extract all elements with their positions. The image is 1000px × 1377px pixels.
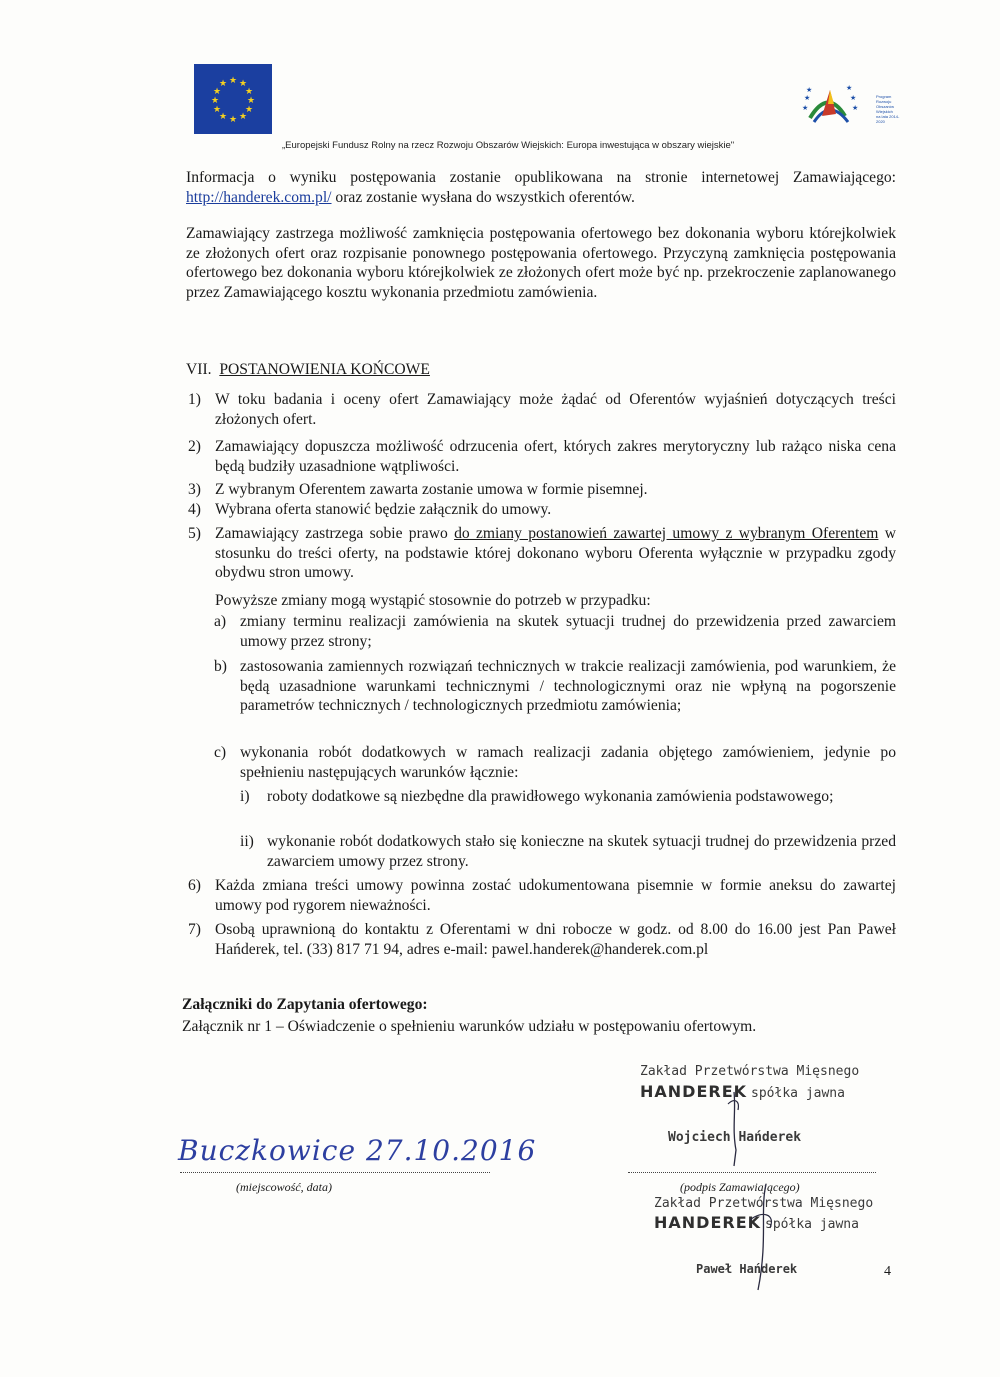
item-number-3: 3) (188, 481, 201, 498)
section-heading (186, 360, 430, 380)
item-text-b: zastosowania zamiennych rozwiązań technicznych w trakcie realizacji zamówienia, pod warunkiem, że będą uzasadnione warunkami technicznymi / technologicznymi oraz nie wpłyną na pogorszenie parametrów technicznych / technologicznych przedmiotu zamówienia; (240, 658, 896, 714)
svg-text:★: ★ (228, 115, 238, 125)
signature-stroke-2 (740, 1180, 790, 1300)
svg-text:★: ★ (804, 94, 811, 102)
svg-text:★: ★ (212, 87, 222, 97)
svg-text:★: ★ (244, 87, 254, 97)
item-text-2: Zamawiający dopuszcza możliwość odrzucenia ofert, których zakres merytoryczny lub rażąco niska cena będą budziły uzasadnione wątpliwości. (215, 438, 896, 475)
item-number-a: a) (214, 613, 227, 630)
prow-logo-text-2: Rozwoju (876, 99, 892, 104)
place-date-caption: (miejscowość, data) (236, 1180, 332, 1194)
item-5-subintro: Powyższe zmiany mogą wystąpić stosownie do potrzeb w przypadku: (215, 592, 651, 609)
website-link[interactable]: http://handerek.com.pl/ (186, 188, 332, 206)
prow-logo-text-4: Wiejskich (876, 109, 893, 114)
item-text-5 (215, 524, 896, 583)
attachment-item-1: Załącznik nr 1 – Oświadczenie o spełnieniu warunków udziału w postępowaniu ofertowym. (182, 1018, 757, 1035)
svg-text:★: ★ (846, 84, 853, 92)
item-text-i: roboty dodatkowe są niezbędne dla prawidłowego wykonania zamówienia podstawowego; (267, 788, 834, 805)
stamp2-brand: HANDEREK (654, 1213, 762, 1232)
svg-text:★: ★ (806, 86, 813, 94)
page-number: 4 (884, 1264, 891, 1279)
signature-line (628, 1172, 876, 1173)
item-text-ii: wykonanie robót dodatkowych stało się konieczne na skutek sytuacji trudnej do przewidzenia przed zawarciem umowy przez strony. (267, 833, 896, 870)
stamp2-name: Paweł Hańderek (696, 1262, 798, 1276)
intro-paragraph-1 (186, 168, 896, 207)
item-number-1: 1) (188, 391, 201, 408)
signature-stroke-1 (720, 1090, 750, 1170)
item-number-7: 7) (188, 921, 201, 938)
svg-text:★: ★ (218, 79, 228, 89)
prow-logo-text-3: Obszarów (876, 104, 895, 109)
item-5-text-b: w stosunku do treści oferty, na podstawie której dokonano wyboru Oferenta wyłącznie w przypadku zgody obydwu stron umowy. (215, 525, 896, 581)
item-5-text-a: Zamawiający zastrzega sobie prawo (215, 525, 455, 542)
item-number-ii: ii) (240, 833, 254, 850)
item-number-c: c) (214, 744, 227, 761)
intro-paragraph-2: Zamawiający zastrzega możliwość zamknięcia postępowania ofertowego bez dokonania wyboru którejkolwiek ze złożonych ofert oraz rozpisanie ponownego postępowania ofertowego. Przyczyną zamknięcia postępowania ofertowego bez dokonania wyboru którejkolwiek ze złożonych ofert może być np. przekroczenie zaplanowanego przez Zamawiającego kosztu wykonania przedmiotu zamówienia. (186, 225, 896, 301)
svg-text:★: ★ (850, 94, 857, 102)
item-number-5: 5) (188, 525, 201, 542)
stamp1-name: Wojciech Hańderek (668, 1130, 802, 1145)
svg-text:★: ★ (244, 105, 254, 115)
item-text-c: wykonania robót dodatkowych w ramach realizacji zadania objętego zamówieniem, jedynie po spełnieniu następujących warunków łącznie: (240, 744, 896, 781)
svg-text:★: ★ (852, 104, 859, 112)
handwritten-place-date: Buczkowice 27.10.2016 (178, 1134, 537, 1167)
eu-flag-logo (194, 64, 272, 134)
item-number-2: 2) (188, 438, 201, 455)
item-number-6: 6) (188, 877, 201, 894)
prow-logo-text-5: na lata 2014-2020 (876, 114, 900, 124)
prow-logo (800, 78, 900, 136)
place-date-line (180, 1172, 490, 1173)
item-text-a: zmiany terminu realizacji zamówienia na skutek sytuacji trudnej do przewidzenia przed zawarciem umowy przez strony; (240, 613, 896, 650)
svg-text:★: ★ (218, 112, 228, 122)
header-caption: „Europejski Fundusz Rolny na rzecz Rozwoju Obszarów Wiejskich: Europa inwestująca w obszary wiejskie" (282, 140, 735, 151)
svg-text:★: ★ (210, 96, 220, 106)
intro-text-b: oraz zostanie wysłana do wszystkich oferentów. (331, 188, 635, 206)
intro-text-a: Informacja o wyniku postępowania zostanie opublikowana na stronie internetowej Zamawiającego: (186, 169, 896, 186)
item-text-6: Każda zmiana treści umowy powinna zostać udokumentowana pisemnie w formie aneksu do zawartej umowy pod rygorem nieważności. (215, 877, 896, 914)
svg-text:★: ★ (238, 79, 248, 89)
svg-text:★: ★ (246, 96, 256, 106)
item-number-b: b) (214, 658, 227, 675)
item-text-1: W toku badania i oceny ofert Zamawiający może żądać od Oferentów wyjaśnień dotyczących treści złożonych ofert. (215, 391, 896, 428)
stamp2-company: Zakład Przetwórstwa Mięsnego (654, 1196, 874, 1211)
item-5-underlined: do zmiany postanowień zawartej umowy z wybranym Oferentem (454, 525, 879, 542)
prow-logo-text-1: Program (876, 94, 892, 99)
stamp1-brand: HANDEREK (640, 1082, 748, 1101)
signature-caption: (podpis Zamawiającego) (680, 1180, 800, 1194)
svg-text:★: ★ (212, 105, 222, 115)
stamp2-legal: spółka jawna (765, 1217, 859, 1232)
stamp1-company: Zakład Przetwórstwa Mięsnego (640, 1064, 860, 1079)
svg-text:★: ★ (802, 104, 809, 112)
svg-text:★: ★ (238, 112, 248, 122)
section-number: VII. (186, 361, 212, 378)
item-number-i: i) (240, 788, 250, 805)
item-number-4: 4) (188, 501, 201, 518)
svg-text:★: ★ (228, 76, 238, 86)
attachments-title: Załączniki do Zapytania ofertowego: (182, 996, 428, 1013)
section-title: POSTANOWIENIA KOŃCOWE (219, 361, 430, 378)
stamp1-legal: spółka jawna (751, 1086, 845, 1101)
item-text-4: Wybrana oferta stanowić będzie załącznik do umowy. (215, 501, 552, 518)
item-text-3: Z wybranym Oferentem zawarta zostanie umowa w formie pisemnej. (215, 481, 648, 498)
item-text-7: Osobą uprawnioną do kontaktu z Oferentami w dni robocze w godz. od 8.00 do 16.00 jest Pan Paweł Hańderek, tel. (33) 817 71 94, adres e-mail: pawel.handerek@handerek.com.pl (215, 921, 896, 958)
